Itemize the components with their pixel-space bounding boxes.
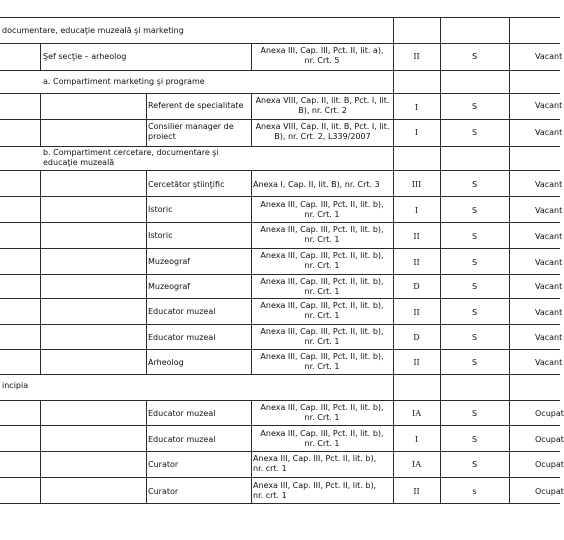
post-title: Curator — [148, 460, 179, 469]
post-status: Vacant — [535, 333, 563, 342]
post-status: Vacant — [535, 358, 563, 367]
post-status: Vacant — [535, 128, 563, 137]
col-line — [146, 93, 147, 146]
post-status: Vacant — [535, 180, 563, 189]
legal-reference: Anexa VIII, Cap. II, lit. B, Pct. I, lit. B), nr. Crt. 2 — [255, 96, 390, 115]
col-line — [509, 17, 510, 503]
legal-reference: Anexa III, Cap. III, Pct. II, lit. a), nr. Crt. 5 — [260, 46, 384, 65]
row-line — [0, 222, 560, 223]
legal-reference: Anexa I, Cap. II, lit. B), nr. Crt. 3 — [253, 180, 380, 189]
post-title: Educator muzeal — [148, 333, 216, 342]
studies-level: S — [471, 308, 478, 317]
grade: D — [413, 333, 420, 342]
post-title: Educator muzeal — [148, 307, 216, 316]
col-line — [146, 170, 147, 374]
legal-reference: Anexa III, Cap. III, Pct. II, lit. b), nr. Crt. 1 — [260, 352, 384, 371]
row-line — [0, 70, 560, 71]
studies-level: S — [471, 232, 478, 241]
col-line — [251, 400, 252, 503]
post-title: Consilier manager de proiect — [148, 122, 234, 141]
grade: D — [413, 282, 420, 291]
post-title: Educator muzeal — [148, 409, 216, 418]
post-title: Şef secţie – arheolog — [43, 52, 127, 61]
row-line — [0, 196, 560, 197]
legal-reference: Anexa III, Cap. III, Pct. II, lit. b), nr. Crt. 1 — [260, 277, 384, 296]
post-title: Istoric — [148, 205, 173, 214]
studies-level: S — [471, 282, 478, 291]
legal-reference: Anexa VIII, Cap. II, lit. B, Pct. I, lit. B), nr. Crt. 2, L339/2007 — [255, 122, 390, 141]
row-line — [0, 503, 560, 504]
legal-reference: Anexa III, Cap. III, Pct. II, lit. b), nr. Crt. 1 — [260, 251, 384, 270]
grade: I — [414, 435, 419, 444]
grade: I — [414, 128, 419, 137]
studies-level: S — [471, 333, 478, 342]
section-header: documentare, educaţie muzeală şi marketing — [2, 26, 184, 35]
studies-level: S — [471, 460, 478, 469]
post-status: Vacant — [535, 232, 563, 241]
post-status: Ocupat — [535, 460, 564, 469]
post-title: Arheolog — [148, 358, 184, 367]
post-status: Vacant — [535, 52, 563, 61]
grade: II — [413, 358, 420, 367]
grade: IA — [412, 409, 421, 418]
studies-level: S — [471, 180, 478, 189]
post-status: Vacant — [535, 206, 563, 215]
post-title: Muzeograf — [148, 257, 191, 266]
row-line — [0, 17, 560, 18]
legal-reference: Anexa III, Cap. III, Pct. II, lit. b), nr. crt. 1 — [253, 454, 377, 473]
post-title: Muzeograf — [148, 282, 191, 291]
grade: I — [414, 206, 419, 215]
grade: III — [411, 180, 422, 189]
post-title: Educator muzeal — [148, 435, 216, 444]
grade: II — [413, 308, 420, 317]
studies-level: S — [471, 258, 478, 267]
studies-level: S — [471, 52, 478, 61]
row-line — [0, 425, 560, 426]
post-status: Ocupat — [535, 435, 564, 444]
col-line — [251, 43, 252, 70]
row-line — [0, 248, 560, 249]
grade: II — [413, 487, 420, 496]
col-line — [40, 43, 41, 70]
studies-level: S — [471, 435, 478, 444]
section-header: incipia — [2, 381, 29, 390]
post-title: Referent de specialitate — [148, 101, 244, 110]
legal-reference: Anexa III, Cap. III, Pct. II, lit. b), nr. Crt. 1 — [260, 301, 384, 320]
col-line — [40, 93, 41, 146]
col-line — [146, 400, 147, 503]
studies-level: S — [471, 128, 478, 137]
row-line — [0, 477, 560, 478]
studies-level: S — [471, 206, 478, 215]
row-line — [0, 374, 560, 375]
studies-level: S — [471, 358, 478, 367]
row-line — [0, 274, 560, 275]
section-header: a. Compartiment marketing şi programe — [43, 77, 205, 86]
studies-level: s — [472, 487, 477, 496]
legal-reference: Anexa III, Cap. III, Pct. II, lit. b), nr. Crt. 1 — [260, 200, 384, 219]
section-header: b. Compartiment cercetare, documentare şi educaţie muzeală — [43, 148, 219, 167]
row-line — [0, 146, 560, 147]
row-line — [0, 451, 560, 452]
grade: IA — [412, 460, 421, 469]
post-status: Vacant — [535, 101, 563, 110]
legal-reference: Anexa III, Cap. III, Pct. II, lit. b), nr. Crt. 1 — [260, 403, 384, 422]
row-line — [0, 93, 560, 94]
post-status: Ocupat — [535, 409, 564, 418]
row-line — [0, 324, 560, 325]
studies-level: S — [471, 409, 478, 418]
post-title: Cercetător ştiinţific — [148, 180, 225, 189]
legal-reference: Anexa III, Cap. III, Pct. II, lit. b), nr. Crt. 1 — [260, 327, 384, 346]
post-status: Vacant — [535, 308, 563, 317]
post-status: Ocupat — [535, 487, 564, 496]
post-title: Istoric — [148, 231, 173, 240]
grade: II — [413, 258, 420, 267]
row-line — [0, 349, 560, 350]
col-line — [251, 170, 252, 374]
post-status: Vacant — [535, 282, 563, 291]
legal-reference: Anexa III, Cap. III, Pct. II, lit. b), nr. Crt. 1 — [260, 225, 384, 244]
grade: I — [414, 103, 419, 112]
legal-reference: Anexa III, Cap. III, Pct. II, lit. b), nr. Crt. 1 — [260, 429, 384, 448]
row-line — [0, 119, 560, 120]
row-line — [0, 298, 560, 299]
studies-level: S — [471, 102, 478, 111]
row-line — [0, 43, 560, 44]
col-line — [40, 170, 41, 374]
post-status: Vacant — [535, 258, 563, 267]
row-line — [0, 400, 560, 401]
legal-reference: Anexa III, Cap. III, Pct. II, lit. b), nr. crt. 1 — [253, 481, 377, 500]
row-line — [0, 170, 560, 171]
grade: II — [413, 52, 420, 61]
col-line — [40, 400, 41, 503]
post-title: Curator — [148, 487, 179, 496]
grade: II — [413, 232, 420, 241]
